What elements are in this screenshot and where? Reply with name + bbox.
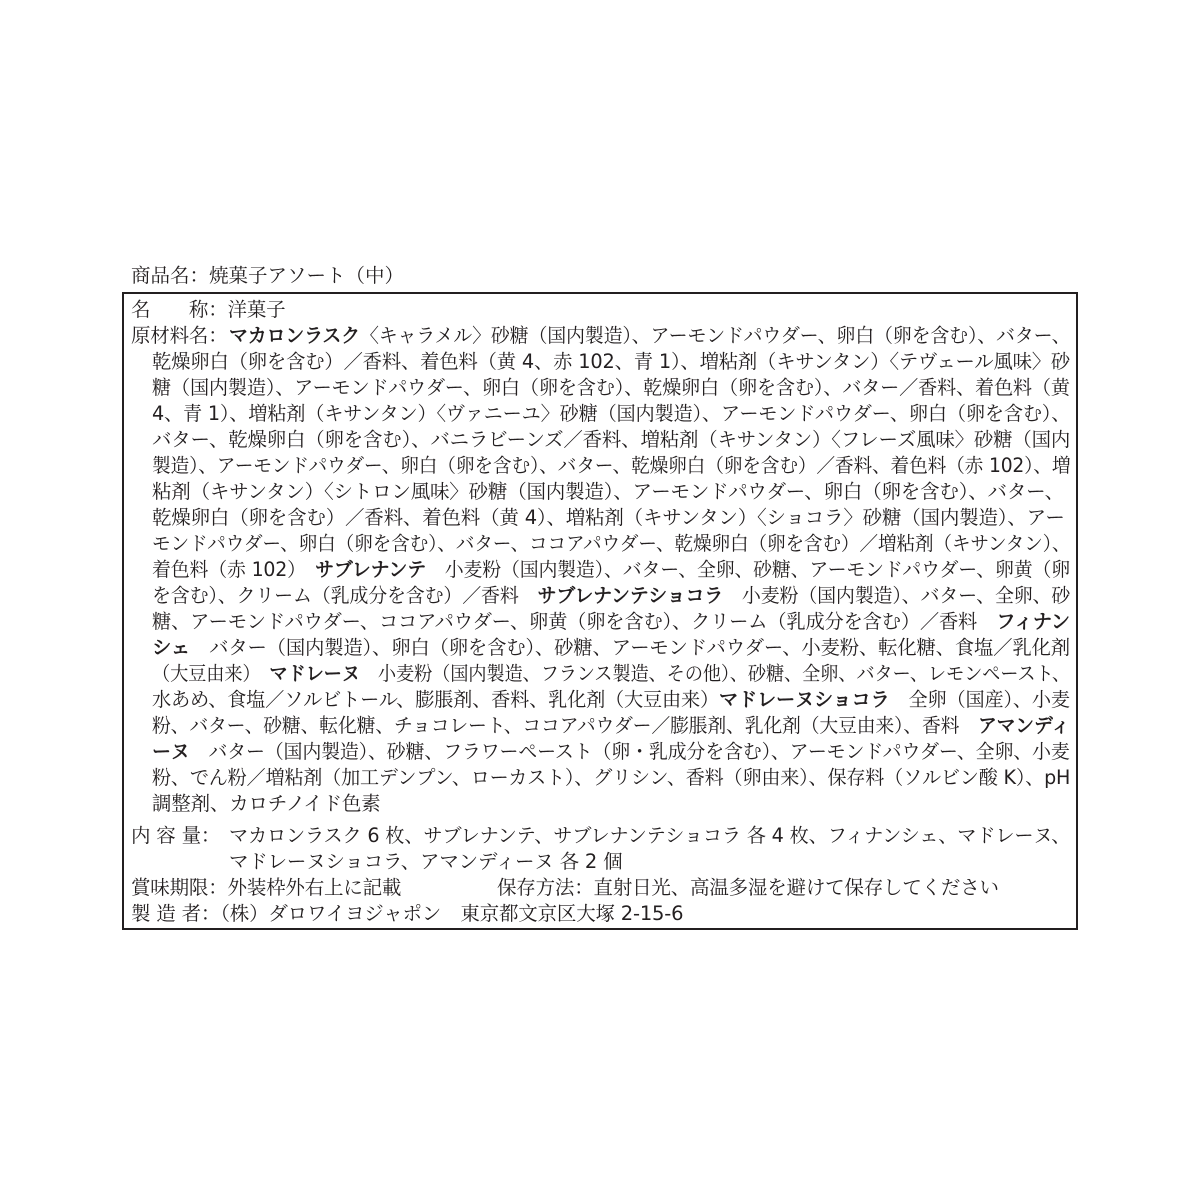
ingredients-segment: 小麦粉（国内製造）、バター、全卵、砂 bbox=[723, 584, 1071, 607]
product-item-name: マドレーヌショコラ bbox=[719, 688, 890, 711]
ingredients-segment: バター、乾燥卵白（卵を含む）、バニラビーンズ／香料、増粘剤（キサンタン）〈フレーズ風味〉砂糖（国内 bbox=[152, 428, 1071, 451]
ingredients-segment: 4、青 1）、増粘剤（キサンタン）〈ヴァニーユ〉砂糖（国内製造）、アーモンドパウダー、卵白（卵を含む）、 bbox=[152, 402, 1071, 425]
ingredients-segment: 粉、バター、砂糖、転化糖、チョコレート、ココアパウダー／膨脹剤、乳化剤（大豆由来）、香料 bbox=[152, 714, 978, 737]
ingredients-line bbox=[152, 531, 1070, 557]
ingredients-segment: 製造）、アーモンドパウダー、卵白（卵を含む）、バター、乾燥卵白（卵を含む）／香料、着色料（赤 102）、増 bbox=[152, 454, 1071, 477]
ingredients-segment: （大豆由来） bbox=[152, 662, 270, 685]
ingredients-line bbox=[152, 401, 1070, 427]
ingredients-label-row bbox=[131, 323, 228, 349]
contents-line-1: マカロンラスク 6 枚、サブレナンテ、サブレナンテショコラ 各 4 枚、フィナンシェ、マドレーヌ、 bbox=[229, 824, 1071, 847]
ingredients-segment: 糖、アーモンドパウダー、ココアパウダー、卵黄（卵を含む）、クリーム（乳成分を含む）／香料 bbox=[152, 610, 997, 633]
ingredients-line bbox=[152, 739, 1070, 765]
ingredients-line bbox=[152, 609, 1070, 635]
ingredients-line bbox=[152, 375, 1070, 401]
ingredients-separator: ： bbox=[208, 324, 228, 347]
ingredients-line bbox=[152, 791, 380, 817]
product-item-name: サブレナンテ bbox=[315, 558, 426, 581]
best-before-row bbox=[131, 875, 401, 901]
product-name-separator: ： bbox=[189, 264, 210, 287]
ingredients-segment: バター（国内製造）、砂糖、フラワーペースト（卵・乳成分を含む）、アーモンドパウダー、全卵、小麦 bbox=[189, 740, 1070, 763]
ingredients-line bbox=[152, 713, 1070, 739]
ingredients-segment: 全卵（国産）、小麦 bbox=[889, 688, 1070, 711]
storage-value: 直射日光、高温多湿を避けて保存してください bbox=[593, 876, 999, 899]
manufacturer-value: （株）ダロワイヨジャポン 東京都文京区大塚 2-15-6 bbox=[220, 902, 684, 925]
ingredients-segment: 〈キャラメル〉砂糖（国内製造）、アーモンドパウダー、卵白（卵を含む）、バター、 bbox=[359, 324, 1071, 347]
ingredients-line bbox=[152, 583, 1070, 609]
ingredients-segment: 小麦粉（国内製造、フランス製造、その他）、砂糖、全卵、バター、レモンペースト、 bbox=[359, 662, 1070, 685]
product-name-label: 商品名 bbox=[131, 264, 190, 287]
product-name-value: 焼菓子アソート（中） bbox=[209, 264, 405, 287]
storage-separator: ： bbox=[574, 876, 594, 899]
storage-row bbox=[497, 875, 999, 901]
ingredients-line bbox=[152, 349, 1070, 375]
manufacturer-label: 製 造 者 bbox=[131, 902, 201, 925]
ingredients-line bbox=[152, 687, 1070, 713]
ingredients-segment: 粘剤（キサンタン）〈シトロン風味〉砂糖（国内製造）、アーモンドパウダー、卵白（卵を含む）、バター、 bbox=[152, 480, 1064, 503]
best-before-separator: ： bbox=[208, 876, 228, 899]
name-value: 洋菓子 bbox=[227, 298, 286, 321]
name-label: 名 称 bbox=[131, 298, 209, 321]
ingredients-segment: 小麦粉（国内製造）、バター、全卵、砂糖、アーモンドパウダー、卵黄（卵 bbox=[425, 558, 1071, 581]
ingredients-segment: 乾燥卵白（卵を含む）／香料、着色料（黄 4、赤 102、青 1）、増粘剤（キサンタン）〈テヴェール風味〉砂 bbox=[152, 350, 1071, 373]
product-item-name: マカロンラスク bbox=[229, 324, 360, 347]
product-name-line bbox=[131, 263, 404, 289]
manufacturer-row bbox=[131, 901, 683, 927]
ingredients-line bbox=[152, 505, 1065, 531]
ingredients-segment: 乾燥卵白（卵を含む）／香料、着色料（黄 4）、増粘剤（キサンタン）〈ショコラ〉砂糖（国内製造）、アー bbox=[152, 506, 1065, 529]
ingredients-segment: 水あめ、食塩／ソルビトール、膨脹剤、香料、乳化剤（大豆由来） bbox=[152, 688, 720, 711]
ingredients-line bbox=[152, 661, 1070, 687]
ingredients-segment: バター（国内製造）、卵白（卵を含む）、砂糖、アーモンドパウダー、小麦粉、転化糖、食塩／乳化剤 bbox=[189, 636, 1070, 659]
ingredients-segment: 糖（国内製造）、アーモンドパウダー、卵白（卵を含む）、乾燥卵白（卵を含む）、バター／香料、着色料（黄 bbox=[152, 376, 1070, 399]
ingredients-line bbox=[152, 427, 1070, 453]
ingredients-segment: モンドパウダー、卵白（卵を含む）、バター、ココアパウダー、乾燥卵白（卵を含む）／増粘剤（キサンタン）、 bbox=[152, 532, 1071, 555]
ingredients-line bbox=[229, 323, 1070, 349]
ingredients-line bbox=[152, 557, 1070, 583]
ingredients-label: 原材料名 bbox=[131, 324, 209, 347]
contents-separator: ： bbox=[200, 824, 221, 847]
storage-label: 保存方法 bbox=[497, 876, 575, 899]
product-item-name: サブレナンテショコラ bbox=[537, 584, 724, 607]
ingredients-segment: 調整剤、カロチノイド色素 bbox=[152, 792, 381, 815]
product-item-name: シェ bbox=[152, 636, 190, 659]
product-item-name: フィナン bbox=[996, 610, 1070, 633]
ingredients-segment: 着色料（赤 102） bbox=[152, 558, 316, 581]
ingredients-line bbox=[152, 765, 1070, 791]
name-separator: ： bbox=[208, 298, 228, 321]
name-row bbox=[131, 297, 285, 323]
contents-line-2: マドレーヌショコラ、アマンディーヌ 各 2 個 bbox=[229, 850, 623, 873]
best-before-label: 賞味期限 bbox=[131, 876, 209, 899]
product-item-name: ーヌ bbox=[152, 740, 190, 763]
contents-label: 内 容 量 bbox=[131, 824, 201, 847]
product-item-name: マドレーヌ bbox=[269, 662, 360, 685]
contents-label-row bbox=[131, 823, 220, 849]
ingredients-segment: 粉、でん粉／増粘剤（加工デンプン、ローカスト）、グリシン、香料（卵由来）、保存料（ソルビン酸 K）、pH bbox=[152, 766, 1071, 789]
best-before-value: 外装枠外右上に記載 bbox=[227, 876, 402, 899]
product-item-name: アマンディ bbox=[977, 714, 1070, 737]
manufacturer-separator: ： bbox=[200, 902, 221, 925]
ingredients-segment: を含む）、クリーム（乳成分を含む）／香料 bbox=[152, 584, 538, 607]
ingredients-line bbox=[152, 453, 1070, 479]
ingredients-line bbox=[152, 635, 1070, 661]
ingredients-line bbox=[152, 479, 1064, 505]
